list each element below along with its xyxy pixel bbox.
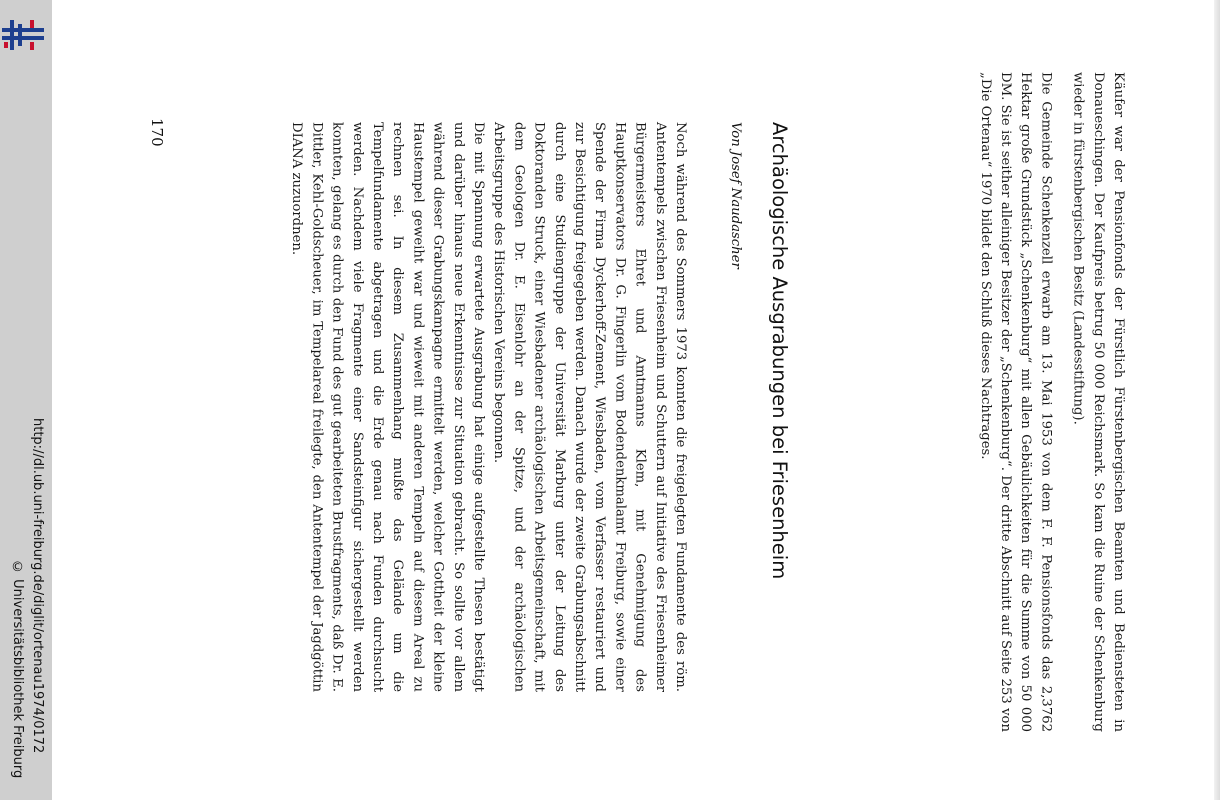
- copyright-notice: © Universitätsbibliothek Freiburg: [10, 560, 25, 779]
- source-url: http://dl.ub.uni-freiburg.de/diglit/ortenau1974/0172: [30, 418, 45, 754]
- article-title: Archäologische Ausgrabungen bei Friesenheim: [768, 122, 791, 580]
- article-author: Von Josef Naudascher: [728, 122, 743, 269]
- intro-paragraph: Die Gemeinde Schenkenzell erwarb am 13. Mai 1953 von dem F. F. Pensionsfonds das 2,3762 Hektar große Grundstück „Schenkenburg“ mit allen Gebäulichkeiten für die Summe von 50 000 DM. Sie ist seither alleiniger Besitzer der „Schenkenburg“. Der dritte Abschnitt auf Seite 253 von „Die Ortenau“ 1970 bildet den Schluß dieses Nachtrages.: [977, 72, 1054, 732]
- ub-freiburg-logo-icon: [2, 18, 44, 52]
- intro-text-block: [975, 72, 1128, 732]
- article-paragraph: Noch während des Sommers 1973 konnten die freigelegten Fundamente des röm. Antentempels zwischen Friesenheim und Schuttern auf Initiative des Friesenheimer Bürgermeisters Ehret und Amtmanns Klem, mit Genehmigung des Hauptkonservators Dr. G. Fingerlin vom Bodendenkmalamt Freiburg, sowie einer Spende der Firma Dyckerhoff-Zement, Wiesbaden, vom Verfasser restauriert und zur Besichtigung freigegeben werden. Danach wurde der zweite Grabungsabschnitt durch eine Studiengruppe der Universität Marburg unter der Leitung des Doktoranden Struck, einer Wiesbadener archäologischen Arbeitsgemeinschaft, mit dem Geologen Dr. E. Eisenlohr an der Spitze, und der archäologischen Arbeitsgruppe des Historischen Vereins begonnen.: [491, 122, 688, 692]
- article-body: [172, 122, 690, 692]
- page-number: 170: [148, 118, 166, 147]
- page-edge: [1214, 0, 1220, 800]
- intro-paragraph: Käufer war der Pensionfonds der Fürstlich Fürstenbergischen Beamten und Bediensteten in Donaueschingen. Der Kaufpreis betrug 50 000 Reichsmark. So kam die Ruine der Schenkenburg wieder in fürstenbergischen Besitz (Landesstiftung).: [1070, 72, 1126, 732]
- article-paragraph: Die mit Spannung erwartete Ausgrabung hat einige aufgestellte Thesen bestätigt und darüber hinaus neue Erkenntnisse zur Situation gebracht. So sollte vor allem während dieser Grabungskampagne ermittelt werden, welcher Gottheit der kleine Haustempel geweiht war und wieweit mit anderen Tempeln auf diesem Areal zu rechnen sei. In diesem Zusammenhang mußte das Gelände um die Tempelfundamente abgetragen und die Erde genau nach Funden durchsucht werden. Nachdem viele Fragmente einer Sandsteinfigur sichergestellt werden konnten, gelang es durch den Fund des gut gearbeiteten Brustfragments, daß Dr. E. Dittler, Kehl-Goldscheuer, im Tempelareal freilegte, den Antentempel der Jagdgöttin DIANA zuzuordnen.: [289, 122, 486, 692]
